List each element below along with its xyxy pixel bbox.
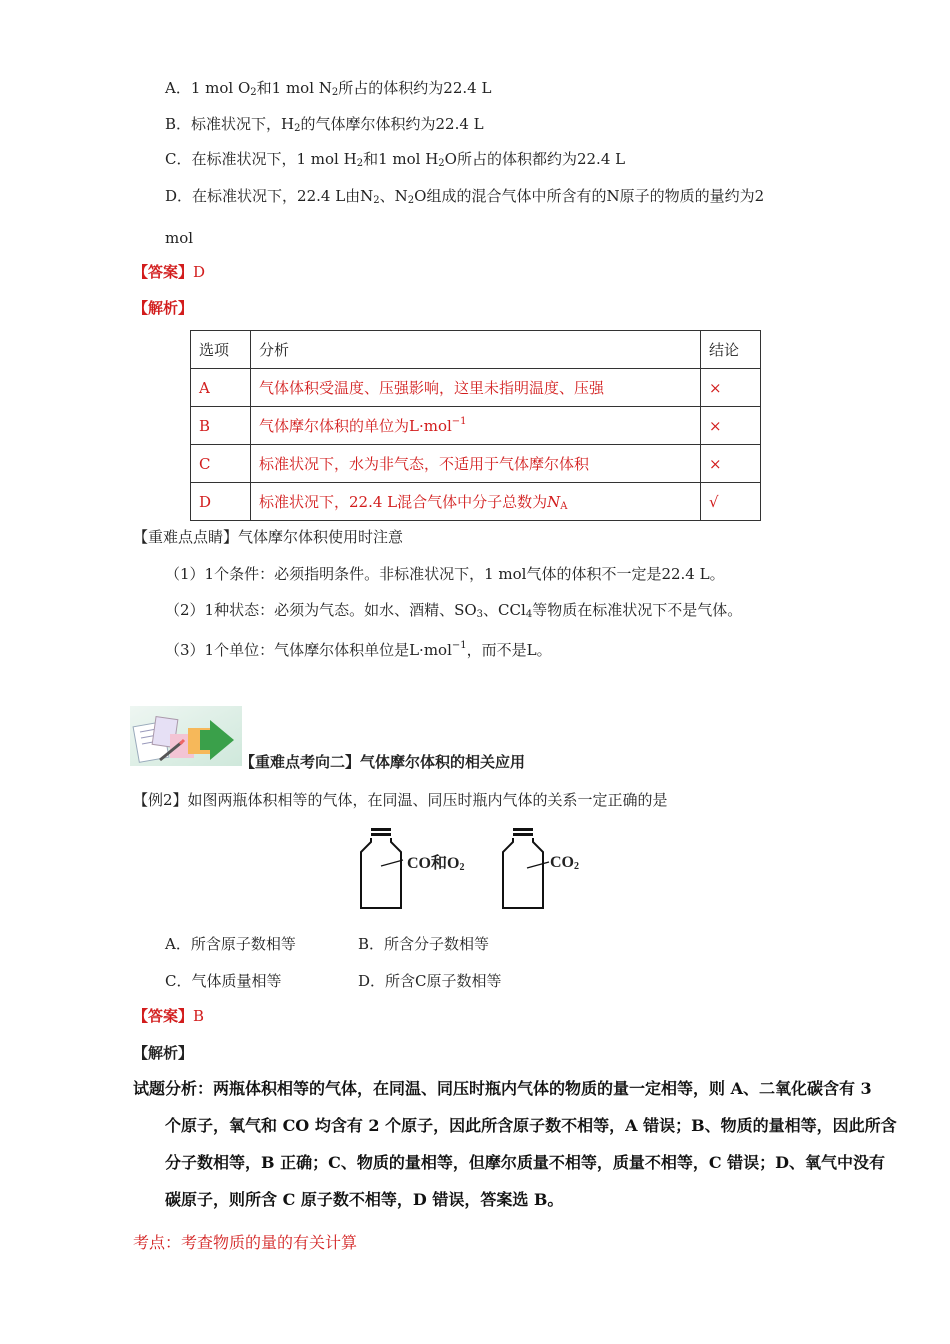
- table-header-cell: 选项: [191, 331, 251, 369]
- text: 标准状况下，22.4 L混合气体中分子总数为: [259, 493, 548, 511]
- table-cell-analysis: 气体体积受温度、压强影响，这里未指明温度、压强: [251, 369, 701, 407]
- section-heading: 【重难点考向二】气体摩尔体积的相关应用: [240, 753, 526, 771]
- text: CO: [550, 854, 574, 871]
- q1-option-d-continued: mol: [165, 229, 194, 247]
- table-header-cell: 分析: [251, 331, 701, 369]
- text: （2）1种状态：必须为气态。如水、酒精、SO: [165, 601, 477, 619]
- bottle-1-label: [407, 850, 464, 873]
- subscript: A: [560, 501, 568, 512]
- q2-answer: [133, 1006, 204, 1026]
- text: ，而不是L。: [466, 641, 552, 659]
- subscript: 3: [476, 609, 484, 620]
- table-row: [191, 445, 761, 483]
- table-cell-analysis: 标准状况下，水为非气态，不适用于气体摩尔体积: [251, 445, 701, 483]
- q2-option-a: A．所含原子数相等: [165, 935, 296, 953]
- text: 所占的体积约为22.4 L: [338, 79, 492, 97]
- key-point-2: [165, 600, 742, 625]
- text: D．在标准状况下，22.4 L由N: [165, 187, 374, 205]
- q2-option-d: D．所含C原子数相等: [358, 972, 502, 990]
- table-row: [191, 483, 761, 521]
- text: 的气体摩尔体积约为22.4 L: [300, 115, 484, 133]
- table-header-cell: 结论: [701, 331, 761, 369]
- q2-option-c: C．气体质量相等: [165, 972, 282, 990]
- superscript: −1: [451, 416, 467, 427]
- table-cell-result: ×: [701, 445, 761, 483]
- subscript: 2: [294, 123, 301, 134]
- table-cell-option: D: [191, 483, 251, 521]
- key-point-1: （1）1个条件：必须指明条件。非标准状况下，1 mol气体的体积不一定是22.4 L。: [165, 565, 725, 583]
- q2-analysis-tag: 【解析】: [133, 1044, 194, 1062]
- superscript: −1: [451, 640, 467, 651]
- answer-tag: 【答案】: [133, 263, 194, 281]
- text: 等物质在标准状况下不是气体。: [532, 601, 743, 619]
- q2-kaodian: 考点：考查物质的量的有关计算: [133, 1233, 358, 1252]
- bottle-2: [503, 828, 549, 908]
- bottle-1: [361, 828, 403, 908]
- text: O组成的混合气体中所含有的N原子的物质的量约为2: [414, 187, 765, 205]
- table-cell-analysis: [251, 407, 701, 445]
- subscript: 4: [525, 609, 533, 620]
- q2-explanation-line-3: 分子数相等，B 正确；C、物质的量相等，但摩尔质量不相等，质量不相等，C 错误；D、氧气中没有: [165, 1153, 886, 1172]
- table-row: [191, 407, 761, 445]
- table-cell-result: √: [701, 483, 761, 521]
- text: 、N: [379, 187, 408, 205]
- subscript: 2: [331, 87, 339, 98]
- text: 、CCl: [483, 601, 526, 619]
- text: B．标准状况下，H: [165, 115, 295, 133]
- subscript: 2: [574, 861, 579, 872]
- subscript: 2: [373, 195, 380, 206]
- answer-tag: 【答案】: [133, 1007, 194, 1025]
- analysis-table: [190, 330, 761, 521]
- q2-explanation-line-4: 碳原子，则所含 C 原子数不相等，D 错误，答案选 B。: [165, 1190, 564, 1209]
- subscript: 2: [407, 195, 415, 206]
- table-cell-result: ×: [701, 407, 761, 445]
- section-banner-icon: [130, 706, 242, 766]
- table-header-row: [191, 331, 761, 369]
- text: （3）1个单位：气体摩尔体积单位是L·mol: [165, 641, 452, 659]
- q1-option-b: [165, 114, 484, 139]
- table-cell-analysis: [251, 483, 701, 521]
- text: C．在标准状况下，1 mol H: [165, 150, 357, 168]
- notebook-pencil-icon: [130, 706, 242, 766]
- answer-value: B: [193, 1007, 205, 1025]
- text: 和1 mol N: [256, 79, 332, 97]
- subscript: 2: [356, 158, 364, 169]
- table-row: [191, 369, 761, 407]
- subscript: 2: [459, 862, 465, 873]
- text: 气体摩尔体积的单位为L·mol: [259, 417, 452, 435]
- subscript: 2: [250, 87, 257, 98]
- subscript: 2: [438, 158, 445, 169]
- bottle-2-label: [550, 854, 579, 872]
- key-point-3: [165, 636, 552, 660]
- text: CO和O: [407, 855, 460, 872]
- q1-analysis-tag: 【解析】: [133, 299, 194, 317]
- table-cell-option: A: [191, 369, 251, 407]
- answer-value: D: [193, 263, 206, 281]
- text: O所占的体积都约为22.4 L: [444, 150, 626, 168]
- q1-option-c: [165, 149, 625, 174]
- q2-explanation-line-2: 个原子，氧气和 CO 均含有 2 个原子，因此所含原子数不相等，A 错误；B、物质的量相等，因此所含: [165, 1116, 897, 1135]
- q1-option-a: [165, 78, 491, 103]
- q2-explanation-line-1: 试题分析：两瓶体积相等的气体，在同温、同压时瓶内气体的物质的量一定相等，则 A、二氧化碳含有 3: [133, 1079, 872, 1098]
- text: 和1 mol H: [363, 150, 439, 168]
- text: A．1 mol O: [165, 79, 251, 97]
- table-cell-option: B: [191, 407, 251, 445]
- q1-option-d: [165, 186, 764, 211]
- key-points-heading: 【重难点点睛】气体摩尔体积使用时注意: [133, 528, 404, 546]
- italic-text: N: [547, 493, 561, 511]
- q1-answer: [133, 262, 205, 282]
- table-cell-option: C: [191, 445, 251, 483]
- q2-option-b: B．所含分子数相等: [358, 935, 490, 953]
- table-cell-result: ×: [701, 369, 761, 407]
- q2-stem: 【例2】如图两瓶体积相等的气体，在同温、同压时瓶内气体的关系一定正确的是: [133, 791, 668, 809]
